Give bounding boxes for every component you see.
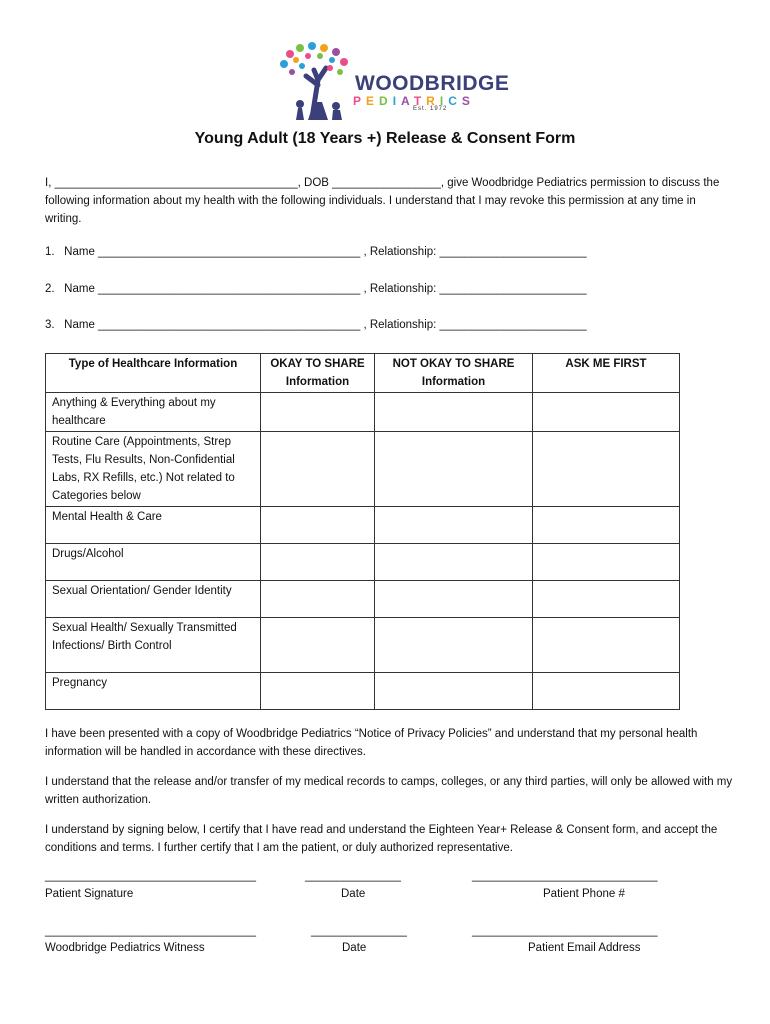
ask-first-cell[interactable]	[533, 673, 680, 710]
header-okay: OKAY TO SHARE Information	[261, 354, 375, 393]
date-label-1: Date	[341, 888, 366, 900]
logo-subtitle-letter: S	[461, 94, 475, 108]
logo-subtitle-letter: R	[426, 94, 440, 108]
logo-subtitle-letter: A	[401, 94, 414, 108]
date-label-2: Date	[342, 942, 367, 954]
okay-cell[interactable]	[261, 432, 375, 507]
patient-signature-line[interactable]: _________________________________	[45, 870, 257, 882]
patient-phone-label: Patient Phone #	[543, 888, 625, 900]
patient-phone-line[interactable]: _____________________________	[472, 870, 658, 882]
header-not-okay: NOT OKAY TO SHARE Information	[375, 354, 533, 393]
witness-label: Woodbridge Pediatrics Witness	[45, 942, 205, 954]
logo-subtitle-letter: I	[439, 94, 449, 108]
not-okay-cell[interactable]	[375, 544, 533, 581]
ask-first-cell[interactable]	[533, 432, 680, 507]
header-type: Type of Healthcare Information	[46, 354, 261, 393]
authorized-person-1: 1. Name _________________________________________ , Relationship: _______________________	[45, 246, 587, 258]
logo-subtitle-letter: D	[379, 94, 393, 108]
logo-subtitle-letter: T	[413, 94, 427, 108]
not-okay-cell[interactable]	[375, 432, 533, 507]
okay-cell[interactable]	[261, 618, 375, 673]
authorized-person-2: 2. Name _________________________________________ , Relationship: _______________________	[45, 283, 587, 295]
row-label: Drugs/Alcohol	[46, 544, 261, 581]
header-ask-first: ASK ME FIRST	[533, 354, 680, 393]
not-okay-cell[interactable]	[375, 581, 533, 618]
patient-email-line[interactable]: _____________________________	[472, 925, 658, 937]
row-label: Routine Care (Appointments, Strep Tests, Flu Results, Non-Confidential Labs, RX Refills, etc.) Not related to Categories below	[46, 432, 261, 507]
witness-signature-line[interactable]: _________________________________	[45, 925, 257, 937]
date-line-2[interactable]: _______________	[311, 925, 407, 937]
row-label: Sexual Orientation/ Gender Identity	[46, 581, 261, 618]
ask-first-cell[interactable]	[533, 581, 680, 618]
ask-first-cell[interactable]	[533, 393, 680, 432]
not-okay-cell[interactable]	[375, 673, 533, 710]
row-label: Pregnancy	[46, 673, 261, 710]
ask-first-cell[interactable]	[533, 507, 680, 544]
logo-subtitle-letter: E	[366, 94, 380, 108]
okay-cell[interactable]	[261, 581, 375, 618]
ask-first-cell[interactable]	[533, 618, 680, 673]
not-okay-cell[interactable]	[375, 507, 533, 544]
form-title: Young Adult (18 Years +) Release & Consent Form	[194, 130, 576, 147]
okay-cell[interactable]	[261, 544, 375, 581]
logo-subtitle-letter: I	[392, 94, 402, 108]
consent-table	[45, 353, 680, 710]
privacy-paragraph: I have been presented with a copy of Woodbridge Pediatrics “Notice of Privacy Policies” and understand that my personal health information will be handled in accordance with these directives.	[45, 728, 698, 758]
ask-first-cell[interactable]	[533, 544, 680, 581]
patient-signature-label: Patient Signature	[45, 888, 134, 900]
logo-wordmark: WOODBRIDGE	[355, 72, 510, 95]
row-label: Mental Health & Care	[46, 507, 261, 544]
not-okay-cell[interactable]	[375, 618, 533, 673]
date-line-1[interactable]: _______________	[305, 870, 401, 882]
row-label: Anything & Everything about my healthcare	[46, 393, 261, 432]
certify-paragraph: I understand by signing below, I certify that I have read and understand the Eighteen Year+ Release & Consent form, and accept the conditions and terms. I further certify that I am the patient, or duly authorized representative.	[45, 824, 718, 854]
row-label: Sexual Health/ Sexually Transmitted Infections/ Birth Control	[46, 618, 261, 673]
okay-cell[interactable]	[261, 673, 375, 710]
authorized-person-3: 3. Name _________________________________________ , Relationship: _______________________	[45, 319, 587, 331]
logo-subtitle-letter: P	[353, 94, 367, 108]
logo-established: Est. 1972	[413, 106, 448, 112]
patient-email-label: Patient Email Address	[528, 942, 641, 954]
logo-subtitle-letter: C	[448, 94, 462, 108]
records-paragraph: I understand that the release and/or transfer of my medical records to camps, colleges, or any third parties, will only be allowed with my written authorization.	[45, 776, 733, 806]
okay-cell[interactable]	[261, 393, 375, 432]
okay-cell[interactable]	[261, 507, 375, 544]
intro-paragraph: I, ______________________________________, DOB _________________, give Woodbridge Pediatrics permission to discuss the following information about my health with the following individuals. I understand that I may revoke this permission at any time in writing.	[45, 177, 720, 225]
not-okay-cell[interactable]	[375, 393, 533, 432]
